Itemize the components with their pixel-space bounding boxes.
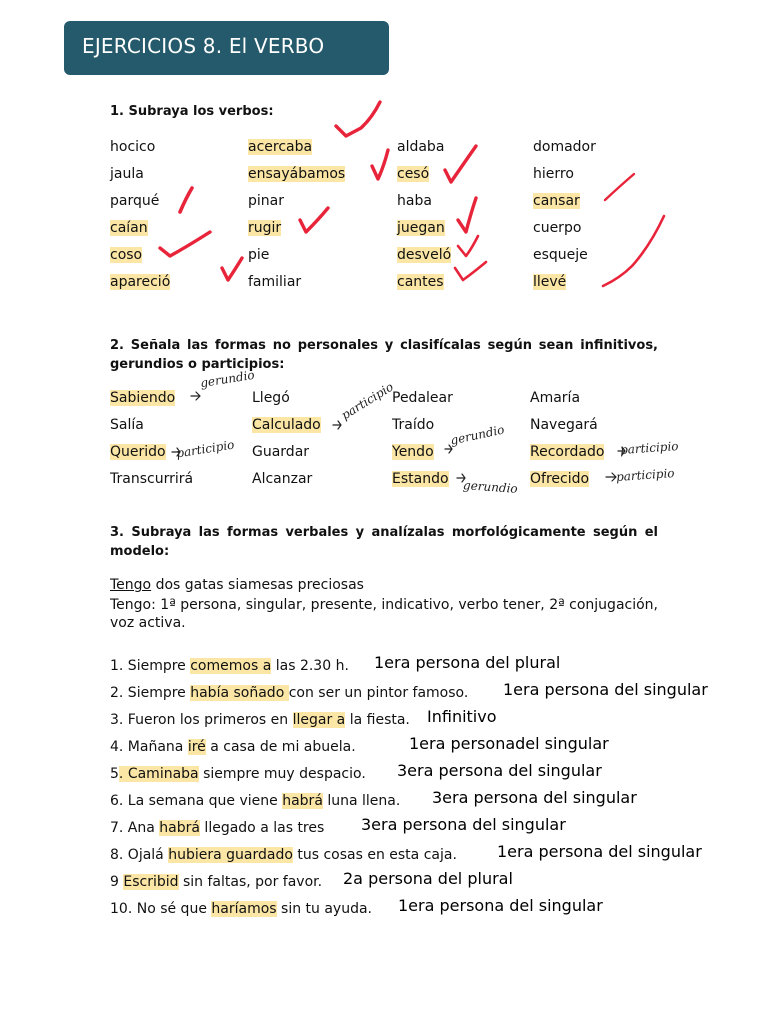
exercise-sentence: [110, 683, 468, 703]
ex1-word: [110, 164, 144, 184]
ex2-word: [252, 469, 312, 489]
word-text: Estando: [392, 471, 449, 487]
ex2-word: [110, 388, 175, 408]
word-text: Recordado: [530, 444, 605, 460]
word-text: Traído: [392, 417, 435, 433]
word-text: hierro: [533, 166, 574, 182]
sentence-text: 5: [110, 766, 119, 782]
ex2-word: [392, 469, 449, 489]
answer-text: 1era persona del plural: [374, 653, 561, 672]
ex1-word: [248, 218, 281, 238]
word-text: cuerpo: [533, 220, 582, 236]
highlighted-verb: haríamos: [211, 901, 277, 917]
ex1-word: [397, 137, 444, 157]
word-text: Pedalear: [392, 390, 453, 406]
ex1-heading: 1. Subraya los verbos:: [110, 104, 274, 119]
note-yendo: gerundio: [449, 422, 506, 448]
ex2-word: [110, 469, 193, 489]
note-ofrecido: participio: [615, 465, 675, 485]
highlighted-verb: comemos a: [190, 658, 272, 674]
note-sabiendo: gerundio: [199, 367, 256, 391]
ex1-word: [248, 245, 269, 265]
ex1-word: [397, 218, 445, 238]
highlighted-verb: llegar a: [292, 712, 346, 728]
ex2-word: [252, 442, 309, 462]
sentence-text: a casa de mi abuela.: [205, 739, 356, 755]
word-text: Transcurrirá: [110, 471, 194, 487]
exercise-sentence: [110, 899, 372, 919]
ex2-word: [252, 415, 321, 435]
word-text: haba: [397, 193, 432, 209]
word-text: ensayábamos: [248, 166, 346, 182]
word-text: desveló: [397, 247, 452, 263]
answer-text: 1era persona del singular: [497, 842, 702, 861]
answer-text: 1era personadel singular: [409, 734, 609, 753]
answer-text: 1era persona del singular: [503, 680, 708, 699]
sentence-text: 2. Siempre: [110, 685, 191, 701]
arrow-icon: [191, 392, 200, 400]
sentence-text: 10. No sé que: [110, 901, 212, 917]
ex2-word: [530, 388, 580, 408]
exercise-sentence: [110, 818, 324, 838]
answer-text: Infinitivo: [427, 707, 497, 726]
ex3-heading: 3. Subraya las formas verbales y analízalas morfológicamente según el modelo:: [110, 525, 658, 559]
answer-text: 1era persona del singular: [398, 896, 603, 915]
word-text: cansar: [533, 193, 580, 209]
ex2-word: [530, 469, 589, 489]
ex1-word: [248, 164, 345, 184]
word-text: juegan: [397, 220, 445, 236]
exercise-sentence: [110, 791, 400, 811]
model-sentence: [110, 575, 364, 595]
sentence-text: las 2.30 h.: [271, 658, 349, 674]
word-text: Llegó: [252, 390, 290, 406]
answer-text: 3era persona del singular: [397, 761, 602, 780]
ex2-word: [392, 388, 453, 408]
word-text: Alcanzar: [252, 471, 313, 487]
ex1-word: [110, 218, 148, 238]
answer-text: 3era persona del singular: [361, 815, 566, 834]
check-mark-icon: [445, 146, 476, 182]
ex1-word: [110, 137, 155, 157]
highlighted-verb: habrá: [282, 793, 323, 809]
ex1-word: [533, 218, 581, 238]
page-title: EJERCICIOS 8. El VERBO: [82, 34, 325, 58]
model-analysis: Tengo: 1ª persona, singular, presente, indicativo, verbo tener, 2ª conjugación, voz activa.: [110, 597, 658, 631]
answer-text: 2a persona del plural: [343, 869, 513, 888]
check-mark-icon: [458, 236, 478, 256]
title-banner: [64, 21, 389, 75]
highlighted-verb: . Caminaba: [118, 766, 199, 782]
sentence-text: 1. Siempre: [110, 658, 191, 674]
ex1-word: [248, 272, 301, 292]
exercise-sentence: [110, 845, 457, 865]
ex2-word: [252, 388, 290, 408]
highlighted-verb: habrá: [159, 820, 200, 836]
note-querido: participio: [175, 437, 236, 461]
arrow-icon: [606, 473, 616, 481]
check-mark-icon: [458, 198, 476, 232]
word-text: Querido: [110, 444, 166, 460]
ex1-word: [110, 245, 142, 265]
highlighted-verb: hubiera guardado: [168, 847, 293, 863]
ex1-word: [248, 191, 284, 211]
ex2-word: [530, 442, 604, 462]
ex1-word: [110, 272, 170, 292]
check-mark-icon: [222, 258, 242, 280]
exercise-sentence: [110, 656, 349, 676]
sentence-text: sin faltas, por favor.: [178, 874, 323, 890]
ex1-word: [110, 191, 159, 211]
ex1-word: [533, 245, 588, 265]
check-mark-icon: [336, 102, 380, 136]
word-text: Sabiendo: [110, 390, 176, 406]
ex1-word: [397, 245, 451, 265]
word-text: Calculado: [252, 417, 321, 433]
word-text: pinar: [248, 193, 284, 209]
sentence-text: 9: [110, 874, 124, 890]
highlighted-verb: había soñado: [190, 685, 289, 701]
check-mark-icon: [605, 174, 634, 200]
ex2-word: [110, 442, 166, 462]
ex1-word: [248, 137, 312, 157]
word-text: apareció: [110, 274, 171, 290]
word-text: hocico: [110, 139, 156, 155]
word-text: Yendo: [392, 444, 434, 460]
note-calculado: participio: [338, 379, 396, 423]
word-text: aldaba: [397, 139, 445, 155]
check-mark-icon: [455, 262, 486, 280]
word-text: Amaría: [530, 390, 581, 406]
word-text: cesó: [397, 166, 430, 182]
ex1-word: [533, 272, 566, 292]
ex2-heading: 2. Señala las formas no personales y clasifícalas según sean infinitivos, gerundios o participios:: [110, 338, 658, 372]
ex1-word: [397, 191, 432, 211]
ex1-word: [533, 164, 574, 184]
word-text: cantes: [397, 274, 444, 290]
word-text: llevé: [533, 274, 567, 290]
answer-text: 3era persona del singular: [432, 788, 637, 807]
word-text: jaula: [110, 166, 144, 182]
word-text: rugir: [248, 220, 282, 236]
model-verb: Tengo: [110, 577, 152, 593]
word-text: Ofrecido: [530, 471, 590, 487]
ex1-word: [397, 164, 429, 184]
exercise-sentence: [110, 764, 366, 784]
sentence-text: 6. La semana que viene: [110, 793, 283, 809]
check-mark-icon: [300, 208, 328, 232]
model-rest: dos gatas siamesas preciosas: [151, 577, 364, 593]
highlighted-verb: Escribid: [123, 874, 179, 890]
check-mark-icon: [372, 150, 388, 179]
word-text: Guardar: [252, 444, 310, 460]
ex1-word: [533, 191, 580, 211]
word-text: familiar: [248, 274, 302, 290]
check-mark-icon: [603, 216, 664, 286]
ex2-word: [530, 415, 598, 435]
sentence-text: tus cosas en esta caja.: [292, 847, 457, 863]
ex1-word: [397, 272, 444, 292]
exercise-sentence: [110, 872, 322, 892]
sentence-text: llegado a las tres: [199, 820, 325, 836]
word-text: acercaba: [248, 139, 313, 155]
sentence-text: 7. Ana: [110, 820, 160, 836]
sentence-text: 4. Mañana: [110, 739, 188, 755]
word-text: pie: [248, 247, 270, 263]
sentence-text: luna llena.: [322, 793, 401, 809]
ex2-word: [392, 415, 434, 435]
sentence-text: sin tu ayuda.: [276, 901, 373, 917]
sentence-text: 3. Fueron los primeros en: [110, 712, 293, 728]
note-estando: gerundio: [462, 478, 519, 496]
sentence-text: 8. Ojalá: [110, 847, 169, 863]
highlighted-verb: iré: [187, 739, 206, 755]
word-text: coso: [110, 247, 143, 263]
exercise-sentence: [110, 710, 410, 730]
sentence-text: la fiesta.: [345, 712, 410, 728]
word-text: Salía: [110, 417, 144, 433]
check-mark-icon: [160, 232, 210, 256]
note-recordado: participio: [619, 438, 679, 458]
word-text: esqueje: [533, 247, 588, 263]
word-text: parqué: [110, 193, 160, 209]
sentence-text: siempre muy despacio.: [198, 766, 366, 782]
ex2-word: [110, 415, 144, 435]
ex2-word: [392, 442, 434, 462]
check-mark-icon: [180, 188, 192, 212]
sentence-text: con ser un pintor famoso.: [288, 685, 469, 701]
ex1-word: [533, 137, 596, 157]
word-text: caían: [110, 220, 148, 236]
word-text: Navegará: [530, 417, 598, 433]
word-text: domador: [533, 139, 596, 155]
arrow-icon: [333, 421, 341, 429]
exercise-sentence: [110, 737, 356, 757]
